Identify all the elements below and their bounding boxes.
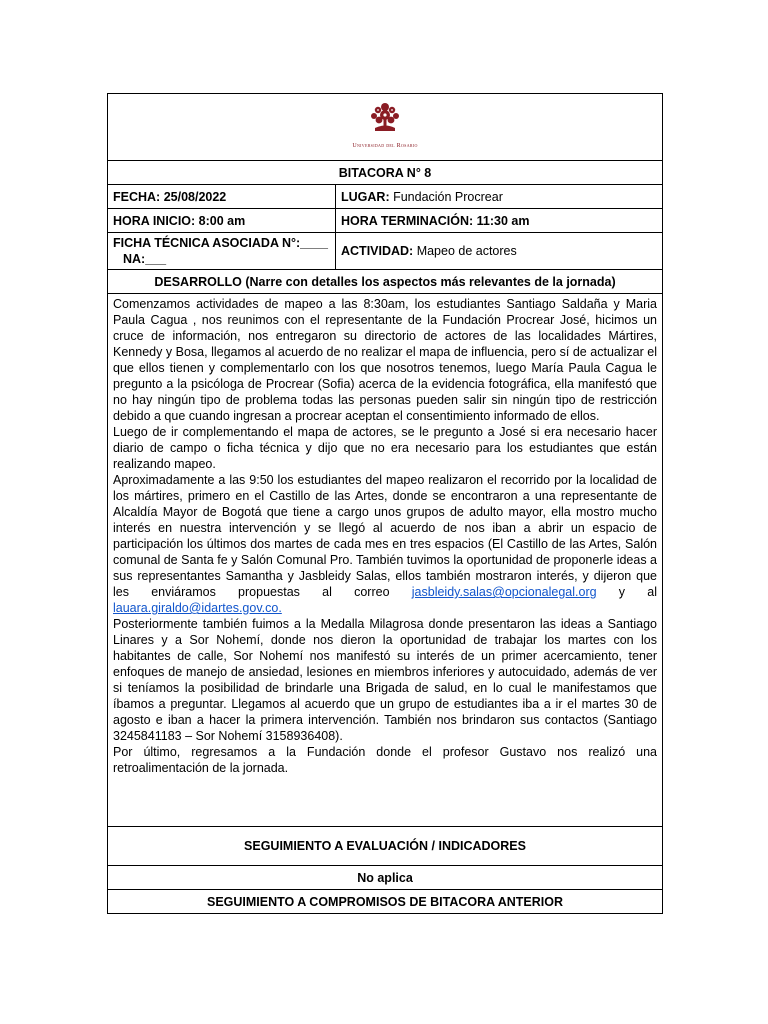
bitacora-title: BITACORA N° 8 <box>108 161 663 185</box>
email-link-jasbleidy[interactable]: jasbleidy.salas@opcionalegal.org <box>411 585 597 599</box>
paragraph-4: Posteriormente también fuimos a la Medalla Milagrosa donde presentaron las ideas a Santiago Linares y a Sor Nohemí, donde nos dieron la oportunidad de trabajar los martes con los habitantes de calle, Sor Nohemí nos manifestó su interés de un primer acercamiento, tener enfoques de manejo de ansiedad, lesiones en miembros inferiores y autocuidado, además de ver si teníamos la posibilidad de brindarle una Brigada de salud, en lo cual le manifestamos que íbamos a preguntar. Llegamos al acuerdo que un grupo de estudiantes iba a ir el martes 30 de agosto e iban a hacer la primera intervención. También nos brindaron sus contactos (Santiago 3245841183 – Sor Nohemí 3158936408). <box>113 617 658 743</box>
actividad-cell <box>336 233 663 270</box>
paragraph-2: Luego de ir complementando el mapa de actores, se le pregunto a José si era necesario hacer diario de campo o ficha técnica y dijo que no era necesario para los estudiantes que están realizando mapeo. <box>113 425 658 471</box>
hora-terminacion-label: HORA TERMINACIÓN: <box>341 213 474 228</box>
logo-caption: Universidad del Rosario <box>352 142 418 149</box>
paragraph-3-text: Aproximadamente a las 9:50 los estudiantes del mapeo realizaron el recorrido por la localidad de los mártires, primero en el Castillo de las Artes, donde se encontraron a una representante de Alcaldía Mayor de Bogotá que tiene a cargo unos grupos de adulto mayor, ella mostro mucho interés en nuestra intervención y se llegó al acuerdo de nos iban a abrir un espacio de participación los últimos dos martes de cada mes en tres espacios (El Castillo de las Artes, Salón comunal de Santa fe y Salón Comunal Pro. También tuvimos la oportunidad de proponerle ideas a sus representantes Samantha y Jasbleidy Salas, ellos también mostraron interés, y dijeron que les enviáramos propuestas al correo <box>113 473 658 599</box>
hora-inicio-cell: HORA INICIO: 8:00 am <box>108 209 336 233</box>
lugar-label: LUGAR: <box>341 189 390 204</box>
fecha-cell: FECHA: 25/08/2022 <box>108 185 336 209</box>
hora-terminacion-cell <box>336 209 663 233</box>
hora-terminacion-value: 11:30 am <box>473 213 530 228</box>
email-link-lauara[interactable]: lauara.giraldo@idartes.gov.co. <box>113 601 282 615</box>
rosario-crest-icon <box>368 101 402 133</box>
actividad-label: ACTIVIDAD: <box>341 244 414 258</box>
desarrollo-heading: DESARROLLO (Narre con detalles los aspectos más relevantes de la jornada) <box>108 270 663 294</box>
lugar-value: Fundación Procrear <box>389 189 503 204</box>
ficha-tecnica-cell <box>108 233 336 270</box>
ficha-line-2: NA:___ <box>123 252 167 266</box>
logo-row <box>108 94 663 161</box>
lugar-cell <box>336 185 663 209</box>
actividad-value: Mapeo de actores <box>413 244 517 258</box>
paragraph-1: Comenzamos actividades de mapeo a las 8:30am, los estudiantes Santiago Saldaña y Maria Paula Cagua , nos reunimos con el representante de la Fundación Procrear José, hicimos un cruce de información, nos entregaron su directorio de actores de las localidades Mártires, Kennedy y Bosa, llegamos al acuerdo de no realizar el mapa de influencia, pero sí de actualizar el que ellos tienen y complementarlo con los que nosotros tenemos, luego María Paula Cagua le pregunto a la psicóloga de Procrear (Sofia) acerca de la evidencia fotográfica, ella manifestó que no hay ningún tipo de problema todas las personas pueden salir sin ningún tipo de restricción debido a que cuando ingresan a procrear aceptan el consentimiento informado de ellos. <box>113 297 658 423</box>
bitacora-table <box>107 93 663 914</box>
university-logo <box>352 101 417 154</box>
compromisos-heading: SEGUIMIENTO A COMPROMISOS DE BITACORA ANTERIOR <box>108 890 663 914</box>
ficha-line-1: FICHA TÉCNICA ASOCIADA N°:____ <box>113 236 328 250</box>
desarrollo-body <box>108 294 663 827</box>
paragraph-3 <box>113 472 657 616</box>
evaluacion-heading: SEGUIMIENTO A EVALUACIÓN / INDICADORES <box>108 827 663 866</box>
evaluacion-value: No aplica <box>108 866 663 890</box>
paragraph-5: Por último, regresamos a la Fundación donde el profesor Gustavo nos realizó una retroalimentación de la jornada. <box>113 745 658 775</box>
paragraph-3-and: y al <box>596 585 658 599</box>
